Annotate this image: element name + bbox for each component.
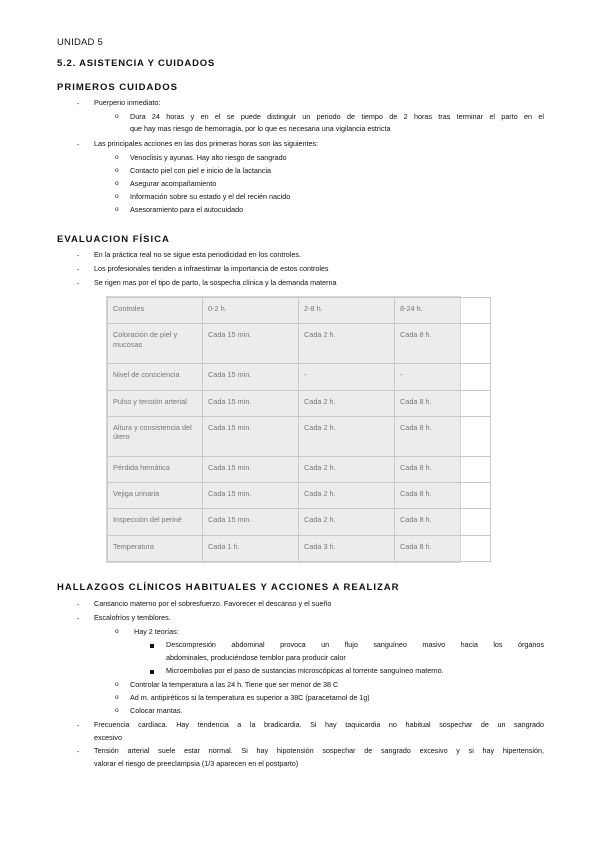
dash-bullet: - (77, 251, 80, 260)
table-cell: Cada 2 h. (299, 456, 395, 482)
dash-bullet: - (77, 747, 80, 756)
table-cell: Cada 15 min. (203, 416, 299, 456)
circle-bullet: o (115, 167, 119, 174)
evaluacion-item: En la práctica real no se sigue esta periodicidad en los controles. (94, 250, 301, 259)
table-cell: Cada 8 h. (395, 324, 491, 364)
circle-bullet: o (115, 154, 119, 161)
table-cell: Temperatura (108, 535, 203, 561)
table-header-cell: 8-24 h. (395, 298, 491, 324)
unit-label: UNIDAD 5 (57, 37, 103, 48)
table-cell: Cada 8 h. (395, 416, 491, 456)
acciones-label: Las principales acciones en las dos primeras horas son las siguientes: (94, 139, 319, 148)
table-cell: Cada 15 min. (203, 390, 299, 416)
table-cell: Cada 15 min. (203, 456, 299, 482)
table-row (108, 390, 491, 416)
accion-item: Asesoramiento para el autocuidado (130, 205, 244, 214)
hallazgo-subitem: Colocar mantas. (130, 706, 183, 715)
teoria-line: Microembolias por el paso de sustancias microscópicas al torrente sanguíneo materno. (166, 666, 444, 675)
dash-bullet: - (77, 614, 80, 623)
puerperio-sub-2: que hay mas riesgo de hemorragia, por lo que es necesaria una vigilancia estricta (130, 124, 391, 133)
table-cell: Pérdida hemática (108, 456, 203, 482)
teoria-line: abdominales, produciéndose temblor para producir calor (166, 653, 346, 662)
circle-bullet: o (115, 681, 119, 688)
table-cell: Cada 2 h. (299, 324, 395, 364)
controles-table (106, 296, 461, 563)
teorias-label: Hay 2 teorías: (134, 627, 179, 636)
table-cell: Cada 2 h. (299, 416, 395, 456)
accion-item: Contacto piel con piel e inicio de la lactancia (130, 166, 272, 175)
hallazgo-item: Tensión arterial suele estar normal. Si hay hipotensión sospechar de sangrado excesivo y si hay hipertensión, (94, 746, 544, 755)
dash-bullet: - (77, 140, 80, 149)
table-cell: Cada 8 h. (395, 509, 491, 535)
table-cell: Cada 15 min. (203, 483, 299, 509)
dash-bullet: - (77, 99, 80, 108)
accion-item: Información sobre su estado y el del recién nacido (130, 192, 291, 201)
circle-bullet: o (115, 707, 119, 714)
table-cell: Coloración de piel y mucosas (108, 324, 203, 364)
table-row (108, 324, 491, 364)
table-cell: Nivel de consciencia (108, 364, 203, 390)
table-cell: Cada 2 h. (299, 509, 395, 535)
table-cell: Cada 8 h. (395, 535, 491, 561)
table-cell: Cada 1 h. (203, 535, 299, 561)
section-title: 5.2. ASISTENCIA Y CUIDADOS (57, 58, 216, 69)
table-row (108, 483, 491, 509)
dash-bullet: - (77, 279, 80, 288)
table-cell: Pulso y tensión arterial (108, 390, 203, 416)
table-cell: Cada 15 min. (203, 364, 299, 390)
circle-bullet: o (115, 180, 119, 187)
table-cell: Cada 3 h. (299, 535, 395, 561)
circle-bullet: o (115, 694, 119, 701)
hallazgo-subitem: Controlar la temperatura a las 24 h. Tiene que ser menor de 38 C (130, 680, 339, 689)
circle-bullet: o (115, 113, 119, 120)
hallazgos-heading: HALLAZGOS CLÍNICOS HABITUALES Y ACCIONES A REALIZAR (57, 582, 400, 593)
square-bullet (150, 670, 154, 674)
dash-bullet: - (77, 265, 80, 274)
hallazgo-subitem: Ad m. antipiréticos si la temperatura es superior a 38C (paracetamol de 1g) (130, 693, 370, 702)
table-cell: Cada 15 min. (203, 509, 299, 535)
table-header-cell: 2-8 h. (299, 298, 395, 324)
table-header-cell: Controles (108, 298, 203, 324)
circle-bullet: o (115, 193, 119, 200)
table-cell: Cada 15 min. (203, 324, 299, 364)
table-row (108, 535, 491, 561)
primeros-heading: PRIMEROS CUIDADOS (57, 82, 178, 93)
hallazgo-item: Escalofríos y temblores. (94, 613, 171, 622)
evaluacion-item: Se rigen mas por el tipo de parto, la sospecha clínica y la demanda materna (94, 278, 337, 287)
circle-bullet: o (115, 628, 119, 635)
table-cell: Cada 8 h. (395, 483, 491, 509)
evaluacion-item: Los profesionales tienden a infraestimar la importancia de estos controles (94, 264, 329, 273)
table-cell: Cada 2 h. (299, 483, 395, 509)
table-header-row (108, 298, 491, 324)
table-cell: Vejiga urinaria (108, 483, 203, 509)
table-header-cell: 0-2 h. (203, 298, 299, 324)
hallazgo-item: valorar el riesgo de preeclampsia (1/3 aparecen en el postparto) (94, 759, 299, 768)
table-cell: - (395, 364, 491, 390)
table-cell: Cada 8 h. (395, 456, 491, 482)
puerperio-sub-1: Dura 24 horas y en el se puede distinguir un periodo de tiempo de 2 horas tras terminar el parto en el (130, 112, 544, 121)
hallazgo-item: Cansancio materno por el sobresfuerzo. Favorecer el descanso y el sueño (94, 599, 332, 608)
dash-bullet: - (77, 721, 80, 730)
table-cell: Cada 2 h. (299, 390, 395, 416)
evaluacion-heading: EVALUACION FÍSICA (57, 234, 170, 245)
square-bullet (150, 644, 154, 648)
table-row (108, 509, 491, 535)
teoria-line: Descompresión abdominal provoca un flujo sanguíneo masivo hacia los órganos (166, 640, 544, 649)
table-cell: Cada 8 h. (395, 390, 491, 416)
table-cell: Altura y consistencia del útero (108, 416, 203, 456)
dash-bullet: - (77, 600, 80, 609)
hallazgo-item: Frecuencia cardíaca. Hay tendencia a la bradicardia. Si hay taquicardia no habitual sospechar de un sangrado (94, 720, 544, 729)
table-row (108, 456, 491, 482)
accion-item: Asegurar acompañamiento (130, 179, 217, 188)
circle-bullet: o (115, 206, 119, 213)
table-cell: - (299, 364, 395, 390)
table-cell: Inspección del periné (108, 509, 203, 535)
hallazgo-item: excesivo (94, 733, 122, 742)
table-row (108, 364, 491, 390)
puerperio-label: Puerperio inmediato: (94, 98, 161, 107)
accion-item: Venoclisis y ayunas. Hay alto riesgo de sangrado (130, 153, 287, 162)
table-row (108, 416, 491, 456)
